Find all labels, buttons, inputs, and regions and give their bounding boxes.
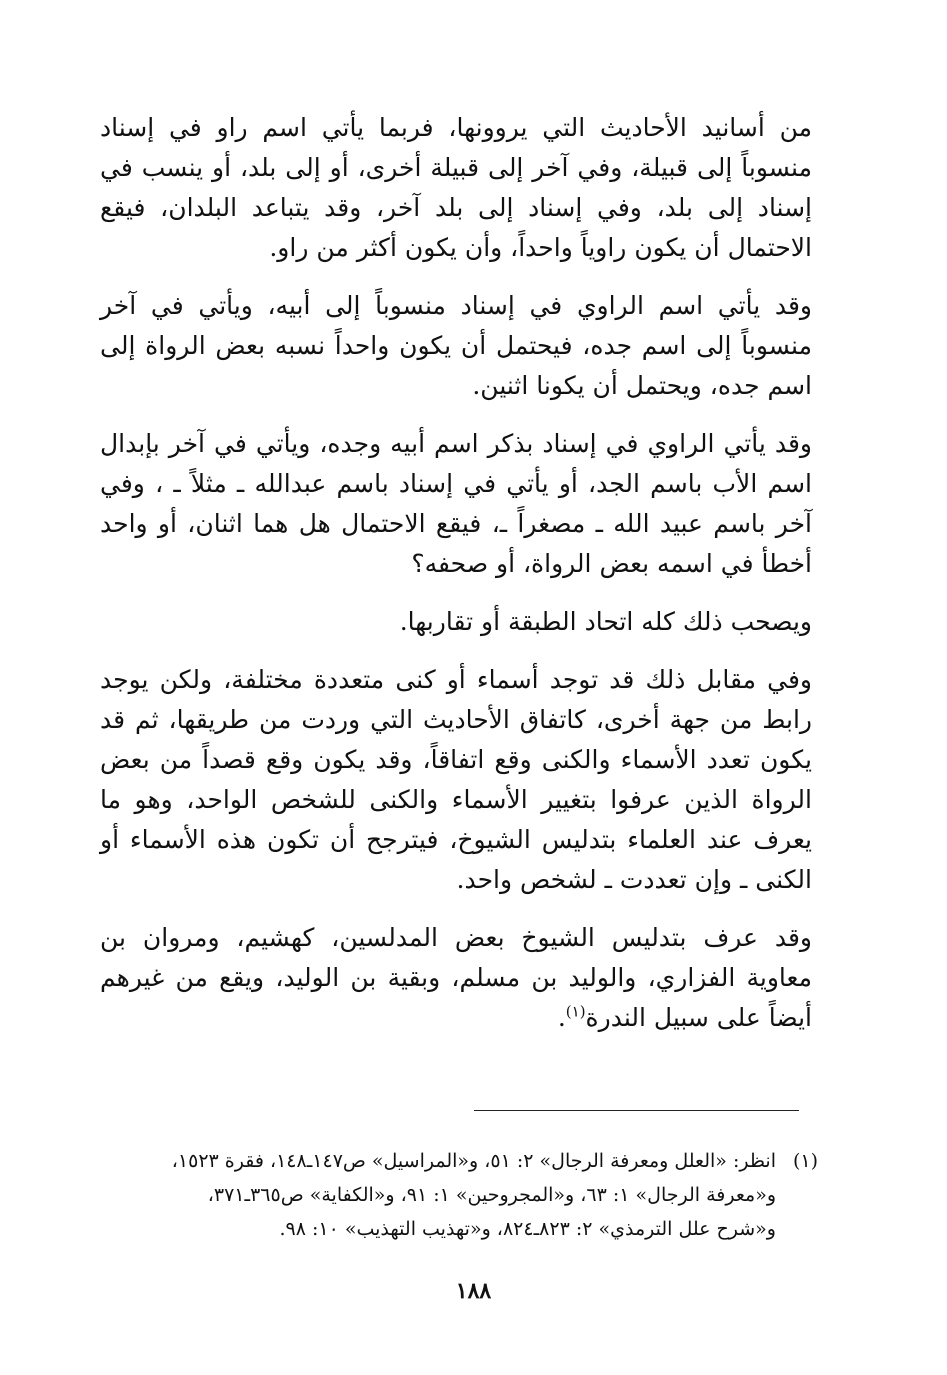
footnote-line-1-text: انظر: «العلل ومعرفة الرجال» ٢: ٥١، و«المراسيل» ص١٤٧ـ١٤٨، فقرة ١٥٢٣، — [171, 1150, 776, 1172]
footnote — [100, 1144, 818, 1246]
paragraph-4: ويصحب ذلك كله اتحاد الطبقة أو تقاربها. — [399, 607, 812, 636]
page-number: ١٨٨ — [455, 1278, 492, 1304]
footnote-line-2: و«معرفة الرجال» ١: ٦٣، و«المجروحين» ١: ٩١، و«الكفاية» ص٣٦٥ـ٣٧١، — [207, 1184, 776, 1206]
paragraph-6 — [100, 918, 812, 1038]
paragraph-2: وقد يأتي اسم الراوي في إسناد منسوباً إلى أبيه، ويأتي في آخر منسوباً إلى اسم جده، فيحتمل أن يكون واحداً نسبه بعض الرواة إلى اسم جده، ويحتمل أن يكونا اثنين. — [100, 291, 812, 400]
footnote-reference: (١) — [565, 1002, 586, 1021]
paragraph-3: وقد يأتي الراوي في إسناد بذكر اسم أبيه وجده، ويأتي في آخر بإبدال اسم الأب باسم الجد، أو يأتي في إسناد باسم عبدالله ـ مثلاً ـ ، وفي آخر باسم عبيد الله ـ مصغراً ـ، فيقع الاحتمال هل هما اثنان، أو واحد أخطأ في اسمه بعض الرواة، أو صحفه؟ — [100, 429, 812, 578]
paragraph-6-text: وقد عرف بتدليس الشيوخ بعض المدلسين، كهشيم، ومروان بن معاوية الفزاري، والوليد بن مسلم، وبقية بن الوليد، ويقع من غيرهم أيضاً على سبيل الندرة — [100, 923, 812, 1032]
paragraph-5: وفي مقابل ذلك قد توجد أسماء أو كنى متعددة مختلفة، ولكن يوجد رابط من جهة أخرى، كاتفاق الأحاديث التي وردت من طريقها، ثم قد يكون تعدد الأسماء والكنى وقع اتفاقاً، وقد يكون وقع قصداً من بعض الرواة الذين عرفوا بتغيير الأسماء والكنى للشخص الواحد، وهو ما يعرف عند العلماء بتدليس الشيوخ، فيترجح أن تكون هذه الأسماء أو الكنى ـ وإن تعددت ـ لشخص واحد. — [100, 665, 812, 894]
footnote-line-3: و«شرح علل الترمذي» ٢: ٨٢٣ـ٨٢٤، و«تهذيب التهذيب» ١٠: ٩٨. — [279, 1218, 776, 1240]
paragraph-6-end: . — [557, 1003, 566, 1032]
footnote-number: (١) — [792, 1150, 818, 1172]
paragraph-1: من أسانيد الأحاديث التي يروونها، فربما يأتي اسم راو في إسناد منسوباً إلى قبيلة، وفي آخر إلى قبيلة أخرى، أو إلى بلد، أو ينسب في إسناد إلى بلد، وفي إسناد إلى بلد آخر، وقد يتباعد البلدان، فيقع الاحتمال أن يكون راوياً واحداً، وأن يكون أكثر من راو. — [100, 113, 812, 262]
footnote-separator — [474, 1110, 799, 1111]
footnote-line-1 — [100, 1144, 818, 1178]
main-text — [100, 108, 812, 1038]
